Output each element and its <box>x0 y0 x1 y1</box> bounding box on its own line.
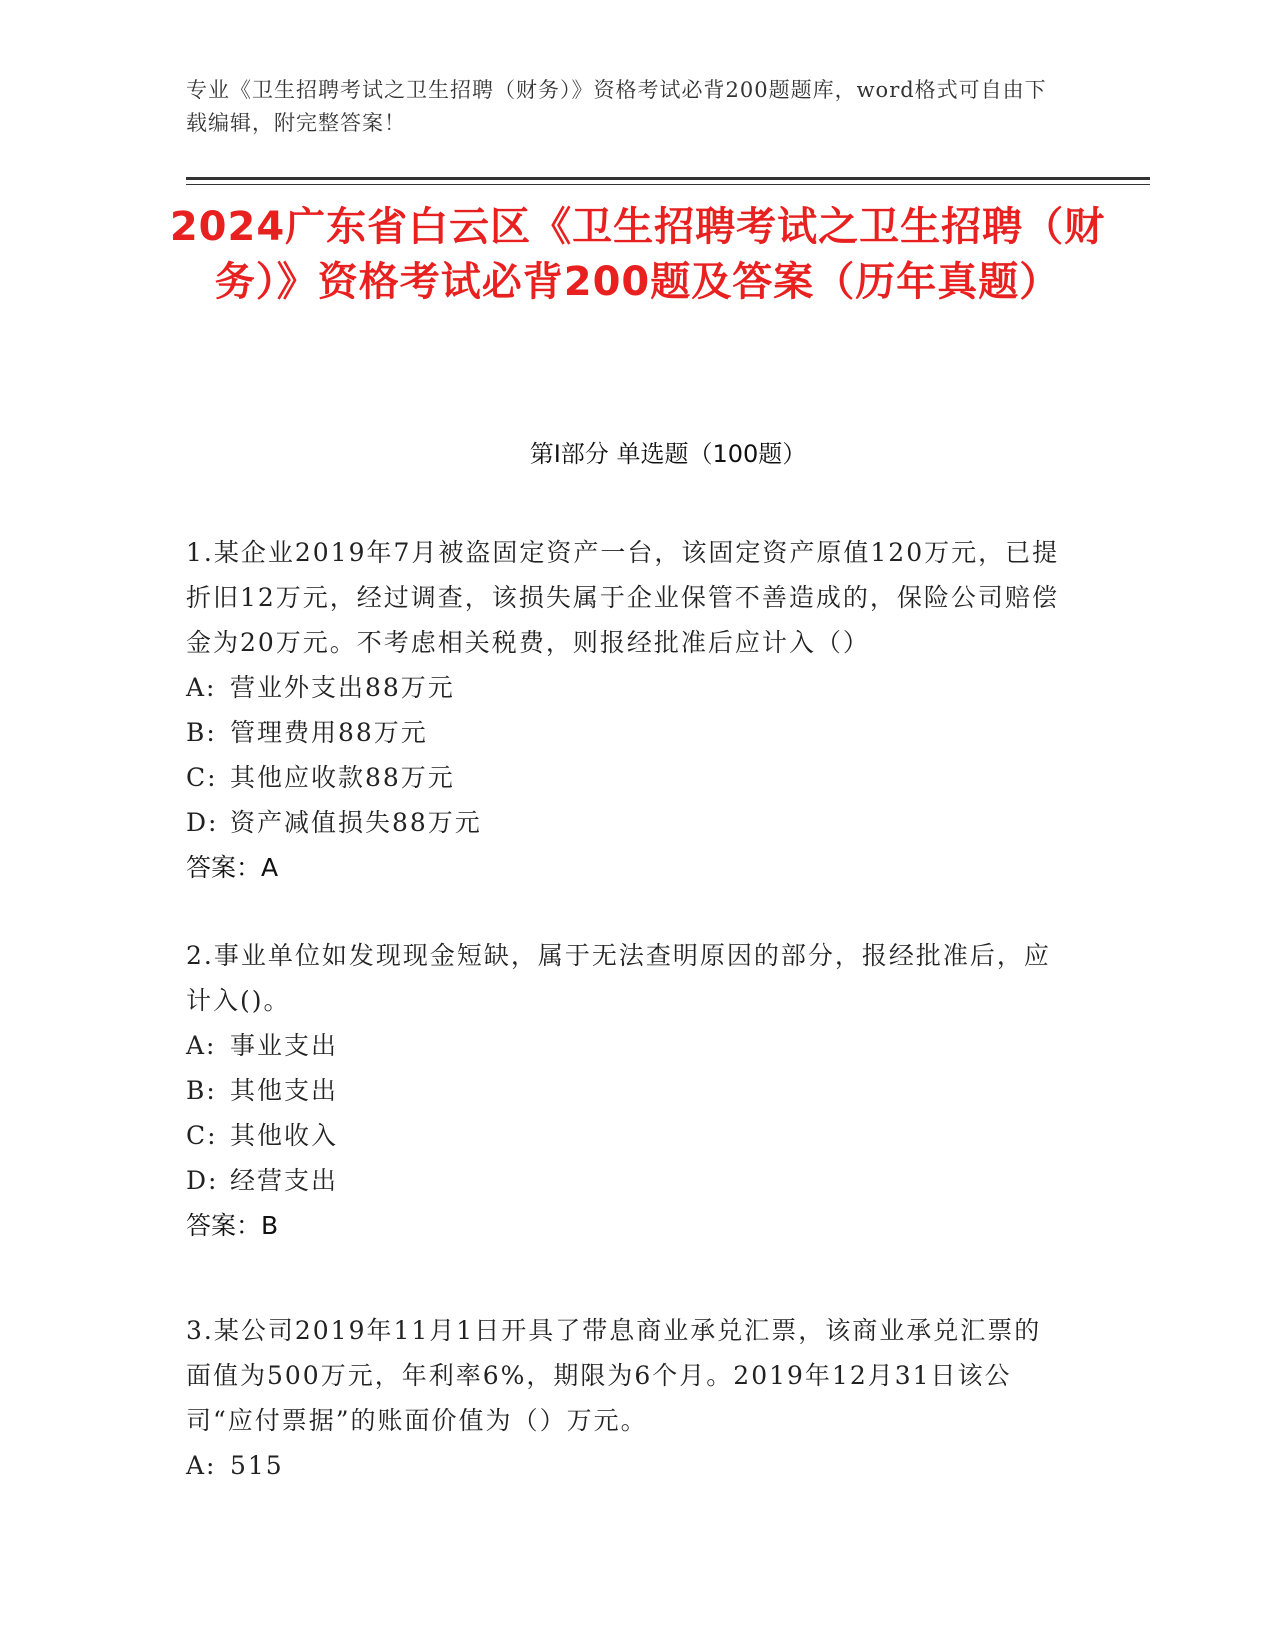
option-letter: C: <box>186 763 218 792</box>
option-text: 其他收入 <box>230 1121 339 1150</box>
question-stem: 2.事业单位如发现现金短缺，属于无法查明原因的部分，报经批准后，应计入()。 <box>186 941 1051 1015</box>
option-c <box>186 755 1066 800</box>
option-a <box>186 1023 1066 1068</box>
option-a <box>186 1443 1066 1488</box>
question-stem: 1.某企业2019年7月被盗固定资产一台，该固定资产原值120万元，已提折旧12万元，经过调查，该损失属于企业保管不善造成的，保险公司赔偿金为20万元。不考虑相关税费，则报经批准后应计入（） <box>186 538 1060 657</box>
option-letter: D: <box>186 1166 219 1195</box>
option-b <box>186 710 1066 755</box>
header-rule-thick <box>186 177 1150 180</box>
option-letter: A: <box>186 673 217 702</box>
document-title: 2024广东省白云区《卫生招聘考试之卫生招聘（财务）》资格考试必背200题及答案（历年真题） <box>169 204 1106 305</box>
header-note: 专业《卫生招聘考试之卫生招聘（财务）》资格考试必背200题题库，word格式可自由下载编辑，附完整答案！ <box>186 78 1047 135</box>
option-letter: B: <box>186 1076 217 1105</box>
option-letter: D: <box>186 808 219 837</box>
option-text: 事业支出 <box>230 1031 339 1060</box>
option-letter: B: <box>186 718 217 747</box>
option-d <box>186 1158 1066 1203</box>
option-b <box>186 1068 1066 1113</box>
answer: 答案：A <box>186 853 279 882</box>
option-text: 资产减值损失88万元 <box>230 808 482 837</box>
question-3 <box>186 1308 1066 1488</box>
option-text: 其他应收款88万元 <box>230 763 455 792</box>
section-title: 第Ⅰ部分 单选题（100题） <box>529 440 807 468</box>
question-2 <box>186 933 1066 1248</box>
header-rule-thin <box>186 184 1150 185</box>
option-a <box>186 665 1066 710</box>
answer: 答案：B <box>186 1211 279 1240</box>
option-letter: A: <box>186 1031 217 1060</box>
option-text: 其他支出 <box>230 1076 339 1105</box>
option-text: 515 <box>230 1451 284 1480</box>
option-c <box>186 1113 1066 1158</box>
option-d <box>186 800 1066 845</box>
option-text: 经营支出 <box>230 1166 339 1195</box>
option-text: 管理费用88万元 <box>230 718 428 747</box>
question-stem: 3.某公司2019年11月1日开具了带息商业承兑汇票，该商业承兑汇票的面值为500万元，年利率6%，期限为6个月。2019年12月31日该公司“应付票据”的账面价值为（）万元。 <box>186 1316 1042 1435</box>
option-letter: A: <box>186 1451 217 1480</box>
question-1 <box>186 530 1066 890</box>
option-text: 营业外支出88万元 <box>230 673 455 702</box>
option-letter: C: <box>186 1121 218 1150</box>
